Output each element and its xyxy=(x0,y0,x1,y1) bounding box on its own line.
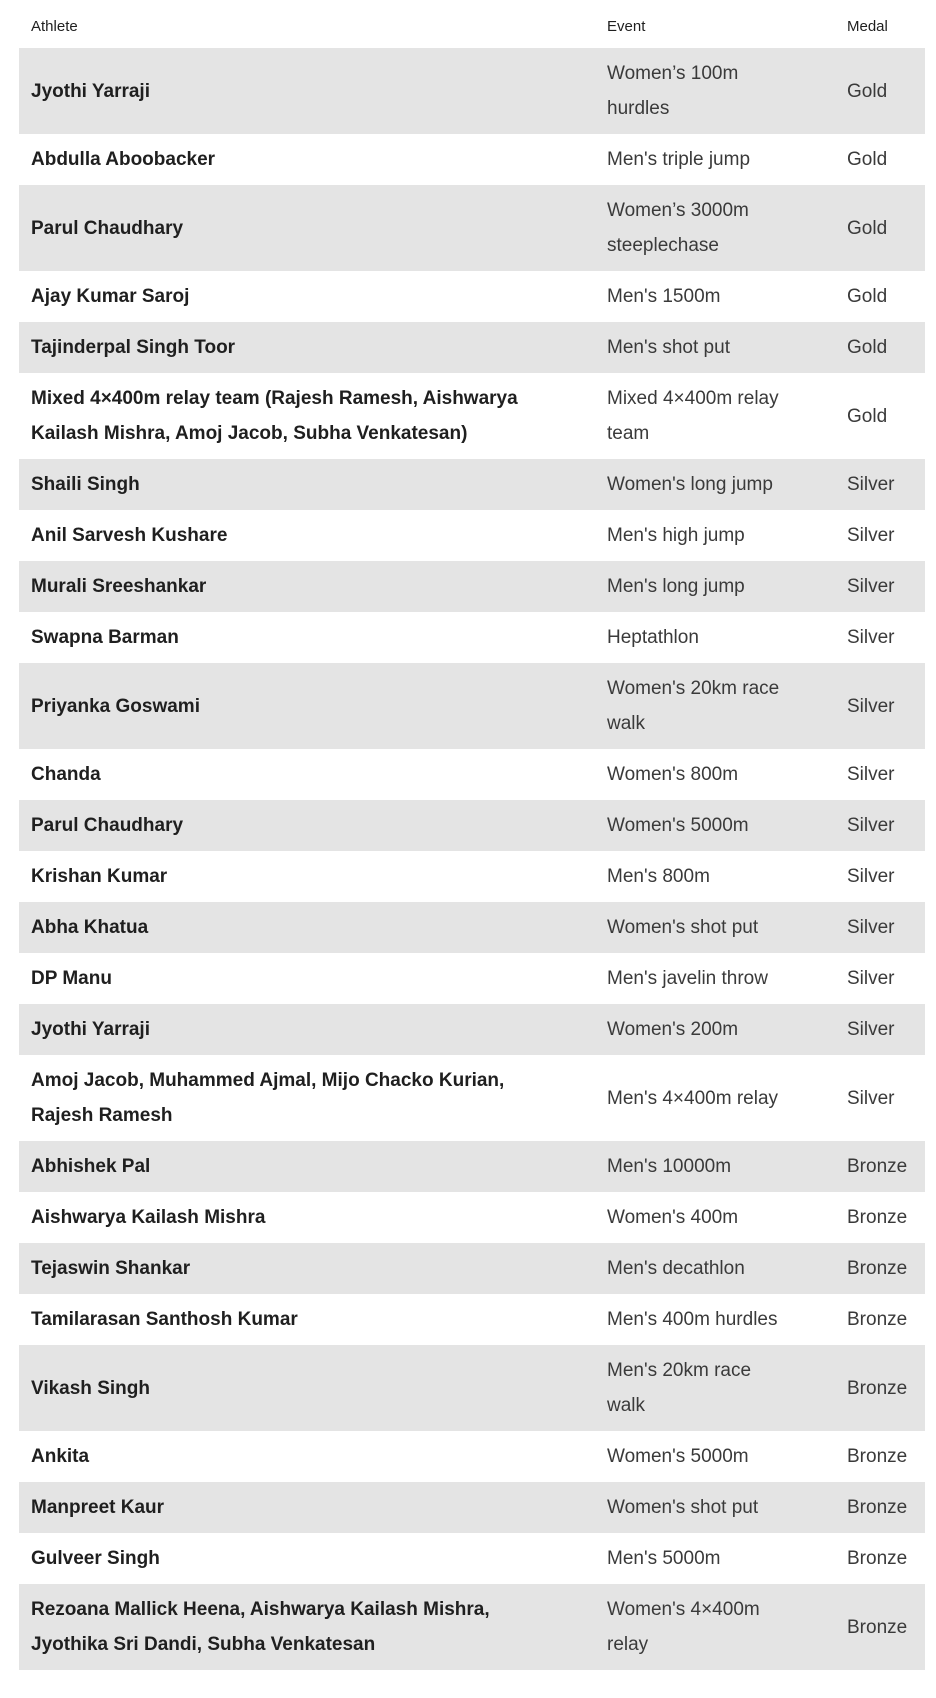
athlete-cell: Murali Sreeshankar xyxy=(19,561,607,612)
table-row xyxy=(19,510,925,561)
athlete-cell: Anil Sarvesh Kushare xyxy=(19,510,607,561)
table-header-row xyxy=(19,8,925,48)
table-row xyxy=(19,1533,925,1584)
athlete-cell: Jyothi Yarraji xyxy=(19,1004,607,1055)
event-cell: Men's high jump xyxy=(607,510,847,561)
event-cell: Women's shot put xyxy=(607,1482,847,1533)
table-row xyxy=(19,459,925,510)
athlete-cell: Aishwarya Kailash Mishra xyxy=(19,1192,607,1243)
athlete-cell: Tamilarasan Santhosh Kumar xyxy=(19,1294,607,1345)
athlete-cell: Abha Khatua xyxy=(19,902,607,953)
event-cell: Women’s 3000m steeplechase xyxy=(607,185,847,271)
medal-cell: Bronze xyxy=(847,1431,925,1482)
medal-cell: Silver xyxy=(847,851,925,902)
medal-cell: Silver xyxy=(847,1055,925,1141)
medal-cell: Gold xyxy=(847,373,925,459)
table-row xyxy=(19,271,925,322)
athlete-cell: Tajinderpal Singh Toor xyxy=(19,322,607,373)
event-cell: Women’s 100m hurdles xyxy=(607,48,847,134)
medal-cell: Silver xyxy=(847,902,925,953)
medal-cell: Silver xyxy=(847,561,925,612)
event-cell: Women's 5000m xyxy=(607,800,847,851)
event-cell: Women's long jump xyxy=(607,459,847,510)
athlete-cell: Abhishek Pal xyxy=(19,1141,607,1192)
medal-cell: Silver xyxy=(847,510,925,561)
event-cell: Men's 20km race walk xyxy=(607,1345,847,1431)
medal-cell: Silver xyxy=(847,459,925,510)
table-row xyxy=(19,48,925,134)
event-cell: Men's triple jump xyxy=(607,134,847,185)
medal-cell: Silver xyxy=(847,1004,925,1055)
table-row xyxy=(19,185,925,271)
event-cell: Women's 4×400m relay xyxy=(607,1584,847,1670)
table-row xyxy=(19,1192,925,1243)
table-row xyxy=(19,1243,925,1294)
athlete-cell: Abdulla Aboobacker xyxy=(19,134,607,185)
event-cell: Women's 400m xyxy=(607,1192,847,1243)
athlete-cell: Shaili Singh xyxy=(19,459,607,510)
event-cell: Men's shot put xyxy=(607,322,847,373)
athlete-cell: Parul Chaudhary xyxy=(19,800,607,851)
athlete-cell: Ankita xyxy=(19,1431,607,1482)
table-row xyxy=(19,1431,925,1482)
event-cell: Women's shot put xyxy=(607,902,847,953)
table-row xyxy=(19,134,925,185)
table-row xyxy=(19,1055,925,1141)
medal-cell: Gold xyxy=(847,271,925,322)
table-row xyxy=(19,322,925,373)
event-cell: Men's decathlon xyxy=(607,1243,847,1294)
table-body xyxy=(19,48,925,1670)
athlete-cell: Rezoana Mallick Heena, Aishwarya Kailash Mishra, Jyothika Sri Dandi, Subha Venkatesan xyxy=(19,1584,607,1670)
athlete-cell: Swapna Barman xyxy=(19,612,607,663)
table-row xyxy=(19,612,925,663)
medal-cell: Bronze xyxy=(847,1345,925,1431)
athlete-cell: Amoj Jacob, Muhammed Ajmal, Mijo Chacko Kurian, Rajesh Ramesh xyxy=(19,1055,607,1141)
athlete-cell: Manpreet Kaur xyxy=(19,1482,607,1533)
athlete-cell: Priyanka Goswami xyxy=(19,663,607,749)
medal-cell: Bronze xyxy=(847,1141,925,1192)
medal-cell: Bronze xyxy=(847,1192,925,1243)
table-header xyxy=(19,8,925,48)
medal-cell: Bronze xyxy=(847,1584,925,1670)
athlete-cell: Chanda xyxy=(19,749,607,800)
athlete-cell: Mixed 4×400m relay team (Rajesh Ramesh, Aishwarya Kailash Mishra, Amoj Jacob, Subha Venkatesan) xyxy=(19,373,607,459)
medals-table xyxy=(19,8,925,1670)
event-cell: Men's 1500m xyxy=(607,271,847,322)
medal-cell: Silver xyxy=(847,953,925,1004)
athlete-cell: Krishan Kumar xyxy=(19,851,607,902)
medal-cell: Gold xyxy=(847,48,925,134)
table-row xyxy=(19,561,925,612)
table-row xyxy=(19,1584,925,1670)
medal-cell: Bronze xyxy=(847,1533,925,1584)
athlete-cell: Vikash Singh xyxy=(19,1345,607,1431)
table-row xyxy=(19,800,925,851)
event-cell: Women's 5000m xyxy=(607,1431,847,1482)
medal-cell: Silver xyxy=(847,749,925,800)
event-cell: Mixed 4×400m relay team xyxy=(607,373,847,459)
table-row xyxy=(19,902,925,953)
event-cell: Men's 5000m xyxy=(607,1533,847,1584)
athlete-cell: Jyothi Yarraji xyxy=(19,48,607,134)
event-cell: Men's javelin throw xyxy=(607,953,847,1004)
athlete-cell: Gulveer Singh xyxy=(19,1533,607,1584)
event-cell: Women's 20km race walk xyxy=(607,663,847,749)
event-cell: Women's 800m xyxy=(607,749,847,800)
table-row xyxy=(19,1141,925,1192)
medal-cell: Bronze xyxy=(847,1243,925,1294)
athlete-cell: Ajay Kumar Saroj xyxy=(19,271,607,322)
event-cell: Men's 400m hurdles xyxy=(607,1294,847,1345)
column-header-medal: Medal xyxy=(847,18,888,35)
athlete-cell: DP Manu xyxy=(19,953,607,1004)
event-cell: Men's 10000m xyxy=(607,1141,847,1192)
table-row xyxy=(19,851,925,902)
column-header-event: Event xyxy=(607,18,646,35)
table-row xyxy=(19,1294,925,1345)
event-cell: Women's 200m xyxy=(607,1004,847,1055)
column-header-athlete: Athlete xyxy=(31,18,78,35)
table-row xyxy=(19,1482,925,1533)
table-row xyxy=(19,1345,925,1431)
table-row xyxy=(19,953,925,1004)
medal-cell: Silver xyxy=(847,612,925,663)
medal-cell: Bronze xyxy=(847,1294,925,1345)
event-cell: Men's long jump xyxy=(607,561,847,612)
medal-cell: Bronze xyxy=(847,1482,925,1533)
athlete-cell: Parul Chaudhary xyxy=(19,185,607,271)
medal-cell: Silver xyxy=(847,663,925,749)
medal-cell: Gold xyxy=(847,134,925,185)
medal-cell: Gold xyxy=(847,185,925,271)
athlete-cell: Tejaswin Shankar xyxy=(19,1243,607,1294)
event-cell: Men's 800m xyxy=(607,851,847,902)
event-cell: Heptathlon xyxy=(607,612,847,663)
table-row xyxy=(19,373,925,459)
table-row xyxy=(19,663,925,749)
table-row xyxy=(19,1004,925,1055)
table-row xyxy=(19,749,925,800)
medal-cell: Gold xyxy=(847,322,925,373)
medal-cell: Silver xyxy=(847,800,925,851)
event-cell: Men's 4×400m relay xyxy=(607,1055,847,1141)
